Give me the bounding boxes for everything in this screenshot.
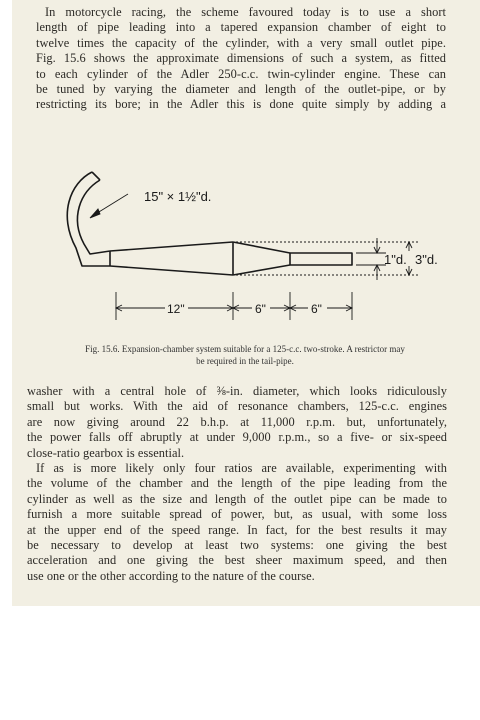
text-line: are now giving around 22 b.h.p. at 11,000 r.p.m. but, unfortunately, <box>27 414 447 429</box>
outlet-diameter-dimension <box>356 238 386 280</box>
text-line: small but works. With the aid of resonance chambers, 125-c.c. engines <box>27 399 447 414</box>
expansion-chamber-figure <box>0 0 480 345</box>
text-line: be tuned by varying the diameter and length of the outlet-pipe, or by <box>36 82 446 97</box>
text-line: be necessary to develop at least two systems: one giving the best <box>27 538 447 553</box>
figure-caption <box>44 344 446 367</box>
text-line: length of pipe leading into a tapered expansion chamber of eight to <box>36 20 446 35</box>
text-line: acceleration and one giving the best sheer maximum speed, and then <box>27 553 447 568</box>
text-line: Fig. 15.6 shows the approximate dimensions of such a system, as fitted <box>36 51 446 66</box>
caption-line: be required in the tail-pipe. <box>196 355 294 366</box>
paragraph-washer <box>27 384 447 461</box>
caption-line: Fig. 15.6. Expansion-chamber system suitable for a 125-c.c. two-stroke. A restrictor may <box>85 344 405 354</box>
paragraph-four-ratios <box>27 461 447 584</box>
text-line: cylinder as well as the size and length of the outlet pipe can be made to <box>27 491 447 506</box>
outlet-diameter-label: 1"d. <box>384 252 407 267</box>
text-line: use one or the other according to the nature of the course. <box>27 568 315 583</box>
text-line: close-ratio gearbox is essential. <box>27 445 185 460</box>
length-6in-label: 6" <box>255 302 266 316</box>
text-line: twelve times the capacity of the cylinder, with a very small outlet pipe. <box>36 35 446 50</box>
pipe-size-label: 15" × 1½"d. <box>144 189 212 204</box>
length-6in-label: 6" <box>311 302 322 316</box>
pipe-leader-arrow <box>90 194 128 218</box>
length-12in-label: 12" <box>167 302 185 316</box>
text-line: to each cylinder of the Adler 250-c.c. twin-cylinder engine. These can <box>36 66 446 81</box>
text-line: washer with a central hole of ⅜-in. diameter, which looks ridiculously <box>27 384 447 398</box>
pipe-drawing <box>67 172 352 275</box>
text-line: the volume of the chamber and the length of the pipe leading from the <box>27 476 447 491</box>
text-line: furnish a more suitable spread of power, but, as usual, with some loss <box>27 507 447 522</box>
text-line: restricting its bore; in the Adler this is done quite simply by adding a <box>36 97 446 112</box>
chamber-diameter-label: 3"d. <box>415 252 438 267</box>
text-line: at the upper end of the speed range. In fact, for the best results it may <box>27 522 447 537</box>
text-line: If as is more likely only four ratios are available, experimenting with <box>36 461 447 475</box>
text-line: In motorcycle racing, the scheme favoured today is to use a short <box>45 5 446 19</box>
text-line: the power falls off abruptly at under 9,000 r.p.m., so a five- or six-speed <box>27 430 447 445</box>
